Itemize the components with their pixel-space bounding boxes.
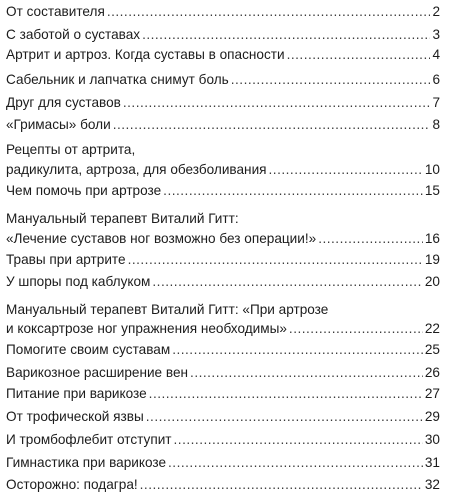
toc-line (6, 477, 440, 493)
toc-entry (6, 142, 440, 178)
toc-line (6, 162, 440, 178)
toc-page-number: 32 (424, 477, 440, 492)
toc-entry-title: Травы при артрите (6, 252, 126, 267)
dot-leader (289, 321, 423, 337)
toc-page-number: 2 (432, 4, 440, 19)
toc-line (6, 231, 440, 247)
toc-entry (6, 455, 440, 471)
toc-entry-title: «Гримасы» боли (6, 117, 111, 132)
toc-page-number: 15 (424, 183, 440, 198)
toc-line (6, 252, 440, 268)
toc-entry-title: Чем помочь при артрозе (6, 183, 162, 198)
toc-entry (6, 183, 440, 199)
dot-leader (174, 432, 423, 448)
toc-page-number: 30 (424, 432, 440, 447)
dot-leader (128, 252, 423, 268)
toc-entry (6, 365, 440, 381)
dot-leader (152, 274, 422, 290)
dot-leader (269, 162, 423, 178)
toc-line (6, 386, 440, 402)
toc-entry (6, 432, 440, 448)
toc-line (6, 321, 440, 337)
toc-entry-title: Мануальный терапевт Виталий Гитт: «При артрозе (6, 302, 329, 317)
dot-leader (231, 72, 431, 88)
toc-entry-title-continued: радикулита, артроза, для обезболивания (6, 162, 267, 177)
toc-entry-title: И тромбофлебит отступит (6, 432, 172, 447)
toc-entry (6, 211, 440, 247)
toc-line (6, 27, 440, 43)
toc-page-number: 19 (424, 252, 440, 267)
dot-leader (142, 27, 430, 43)
toc-entry-title: От составителя (6, 4, 105, 19)
dot-leader (190, 365, 423, 381)
toc-page-number: 8 (432, 117, 440, 132)
toc-line (6, 409, 440, 425)
dot-leader (140, 477, 423, 493)
dot-leader (113, 117, 431, 133)
toc-entry-title: Питание при варикозе (6, 386, 147, 401)
toc-entry (6, 477, 440, 493)
toc-entry-title: Мануальный терапевт Виталий Гитт: (6, 211, 239, 226)
toc-page-number: 27 (424, 386, 440, 401)
toc-entry-title: Гимнастика при варикозе (6, 455, 167, 470)
toc-entry (6, 409, 440, 425)
toc-page-number: 16 (424, 231, 440, 246)
toc-entry-title: Варикозное расширение вен (6, 365, 189, 380)
toc-line (6, 47, 440, 63)
dot-leader (146, 409, 423, 425)
toc-line (6, 72, 440, 88)
toc-line (6, 455, 440, 471)
toc-entry-title: С заботой о суставах (6, 27, 141, 42)
toc-entry-title-continued: «Лечение суставов ног возможно без операции!» (6, 231, 317, 246)
toc-page-number: 29 (424, 409, 440, 424)
dot-leader (287, 47, 431, 63)
toc-entry-title: Друг для суставов (6, 95, 121, 110)
toc-page-number: 3 (432, 27, 440, 42)
toc-entry-title: Осторожно: подагра! (6, 477, 138, 492)
toc-line (6, 302, 440, 318)
dot-leader (149, 386, 423, 402)
toc-entry (6, 117, 440, 133)
toc-line (6, 142, 440, 158)
toc-entry (6, 274, 440, 290)
dot-leader (318, 231, 423, 247)
toc-line (6, 183, 440, 199)
toc-entry-title: От трофической язвы (6, 409, 144, 424)
toc-page-number: 20 (424, 274, 440, 289)
toc-page-number: 31 (424, 455, 440, 470)
toc-entry (6, 4, 440, 20)
toc-entry-title: Рецепты от артрита, (6, 142, 136, 157)
toc-page-number: 25 (424, 342, 440, 357)
toc-entry (6, 72, 440, 88)
toc-line (6, 365, 440, 381)
toc-entry-title: Артрит и артроз. Когда суставы в опасности (6, 47, 285, 62)
toc-page-number: 4 (432, 47, 440, 62)
toc-entry-title: Сабельник и лапчатка снимут боль (6, 72, 229, 87)
toc-line (6, 432, 440, 448)
toc-page-number: 6 (432, 72, 440, 87)
toc-page-number: 22 (424, 321, 440, 336)
toc-entry (6, 302, 440, 337)
toc-line (6, 342, 440, 358)
toc-line (6, 117, 440, 133)
toc-page-number: 26 (424, 365, 440, 380)
toc-entry (6, 27, 440, 43)
toc-entry-title: У шпоры под каблуком (6, 274, 151, 289)
toc-line (6, 4, 440, 20)
toc-line (6, 95, 440, 111)
toc-entry-title-continued: и коксартрозе ног упражнения необходимы» (6, 321, 287, 336)
toc-line (6, 274, 440, 290)
toc-entry-title: Помогите своим суставам (6, 342, 171, 357)
dot-leader (107, 4, 431, 20)
dot-leader (123, 95, 431, 111)
toc-page-number: 10 (424, 162, 440, 177)
toc-entry (6, 47, 440, 63)
dot-leader (168, 455, 423, 471)
dot-leader (172, 342, 423, 358)
toc-entry (6, 386, 440, 402)
toc-page-number: 7 (432, 95, 440, 110)
dot-leader (163, 183, 423, 199)
toc-entry (6, 252, 440, 268)
toc-line (6, 211, 440, 227)
toc-entry (6, 95, 440, 111)
toc-entry (6, 342, 440, 358)
